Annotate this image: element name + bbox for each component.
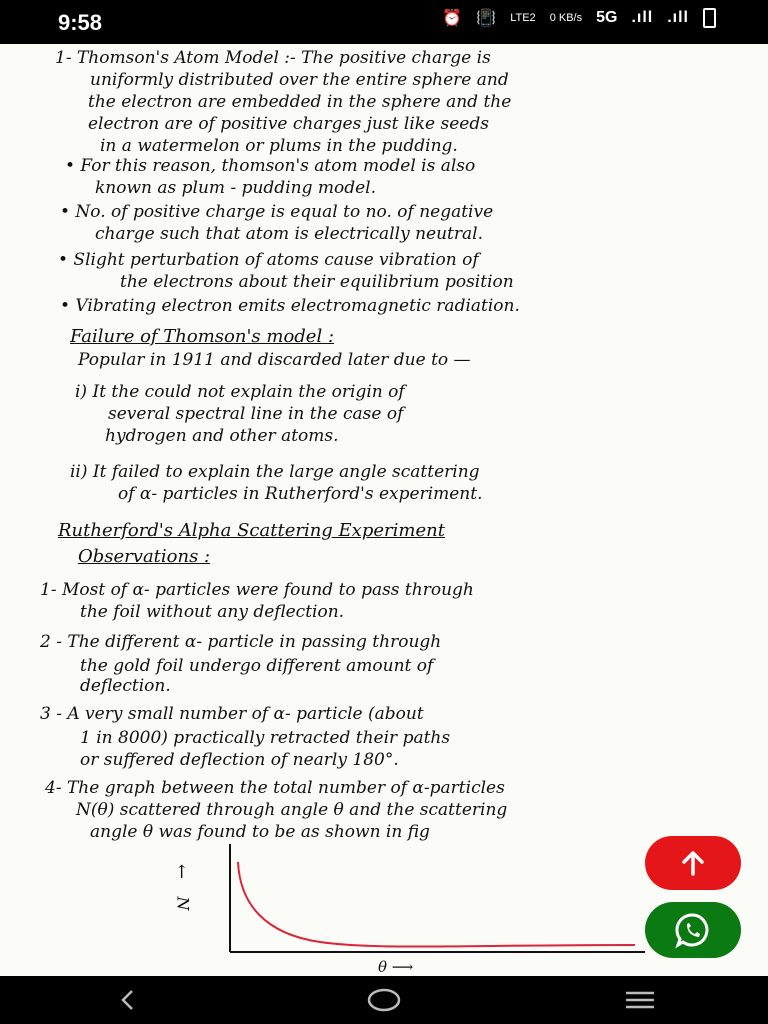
- speed-label: 0 KB/s: [549, 12, 583, 24]
- note-line: several spectral line in the case of: [108, 404, 404, 424]
- note-line: the electron are embedded in the sphere and the: [88, 92, 512, 112]
- note-line: hydrogen and other atoms.: [105, 426, 339, 446]
- note-line: charge such that atom is electrically neutral.: [95, 224, 483, 244]
- lte-label: LTE2: [510, 12, 536, 24]
- status-icons: [442, 8, 716, 28]
- note-line: of α- particles in Rutherford's experiment.: [118, 484, 483, 504]
- note-line: uniformly distributed over the entire sphere and: [90, 70, 509, 90]
- section-heading: Failure of Thomson's model :: [70, 326, 335, 347]
- whatsapp-icon: [673, 910, 713, 950]
- note-line: the foil without any deflection.: [80, 602, 345, 622]
- note-line: deflection.: [80, 676, 171, 696]
- graph-y-arrow: ↑: [174, 862, 190, 883]
- note-line: Popular in 1911 and discarded later due to —: [78, 350, 471, 370]
- nav-back-button[interactable]: [98, 980, 158, 1020]
- note-line: ii) It failed to explain the large angle scattering: [70, 462, 480, 482]
- note-line: 3 - A very small number of α- particle (about: [40, 704, 424, 724]
- note-line: in a watermelon or plums in the pudding.: [100, 136, 458, 156]
- note-line: • No. of positive charge is equal to no. of negative: [60, 202, 494, 222]
- note-line: 1- Thomson's Atom Model :- The positive charge is: [55, 48, 491, 68]
- section-subheading: Observations :: [78, 546, 211, 567]
- vibrate-icon: 📳: [476, 10, 497, 27]
- note-line: • Vibrating electron emits electromagnetic radiation.: [60, 296, 520, 316]
- graph-curve: [238, 862, 635, 947]
- battery-icon: [703, 8, 716, 28]
- n-theta-graph: [210, 844, 650, 954]
- graph-x-label: θ ⟶: [378, 958, 414, 976]
- status-bar: [0, 0, 768, 44]
- nav-recents-button[interactable]: [610, 980, 670, 1020]
- note-line: or suffered deflection of nearly 180°.: [80, 750, 399, 770]
- note-line: 1- Most of α- particles were found to pass through: [40, 580, 474, 600]
- back-icon: [116, 988, 140, 1012]
- alarm-icon: ⏰: [442, 10, 463, 27]
- note-line: N(θ) scattered through angle θ and the scattering: [76, 800, 508, 820]
- nav-home-button[interactable]: [354, 980, 414, 1020]
- note-line: 2 - The different α- particle in passing through: [40, 632, 442, 652]
- note-line: • Slight perturbation of atoms cause vibration of: [58, 250, 479, 270]
- note-line: the gold foil undergo different amount of: [80, 656, 434, 676]
- note-line: 1 in 8000) practically retracted their paths: [80, 728, 451, 748]
- note-line: the electrons about their equilibrium position: [120, 272, 514, 292]
- note-line: i) It the could not explain the origin of: [75, 382, 405, 402]
- navigation-bar: [0, 976, 768, 1024]
- signal-icon: .ıll: [631, 9, 654, 26]
- note-line: • For this reason, thomson's atom model is also: [65, 156, 476, 176]
- note-line: known as plum - pudding model.: [95, 178, 376, 198]
- whatsapp-button[interactable]: [645, 902, 741, 958]
- note-line: 4- The graph between the total number of α-particles: [45, 778, 505, 798]
- network-label: 5G: [596, 9, 618, 26]
- note-line: angle θ was found to be as shown in fig: [90, 822, 430, 842]
- status-time: 9:58: [58, 10, 103, 35]
- up-arrow-icon: [679, 849, 707, 877]
- note-line: electron are of positive charges just like seeds: [88, 114, 489, 134]
- notes-page: [0, 44, 768, 976]
- section-heading: Rutherford's Alpha Scattering Experiment: [58, 520, 445, 541]
- scroll-top-button[interactable]: [645, 836, 741, 890]
- signal-icon-2: .ıll: [667, 9, 689, 26]
- recents-icon: [622, 988, 658, 1012]
- home-icon: [366, 987, 402, 1013]
- graph-y-label: N: [173, 896, 193, 911]
